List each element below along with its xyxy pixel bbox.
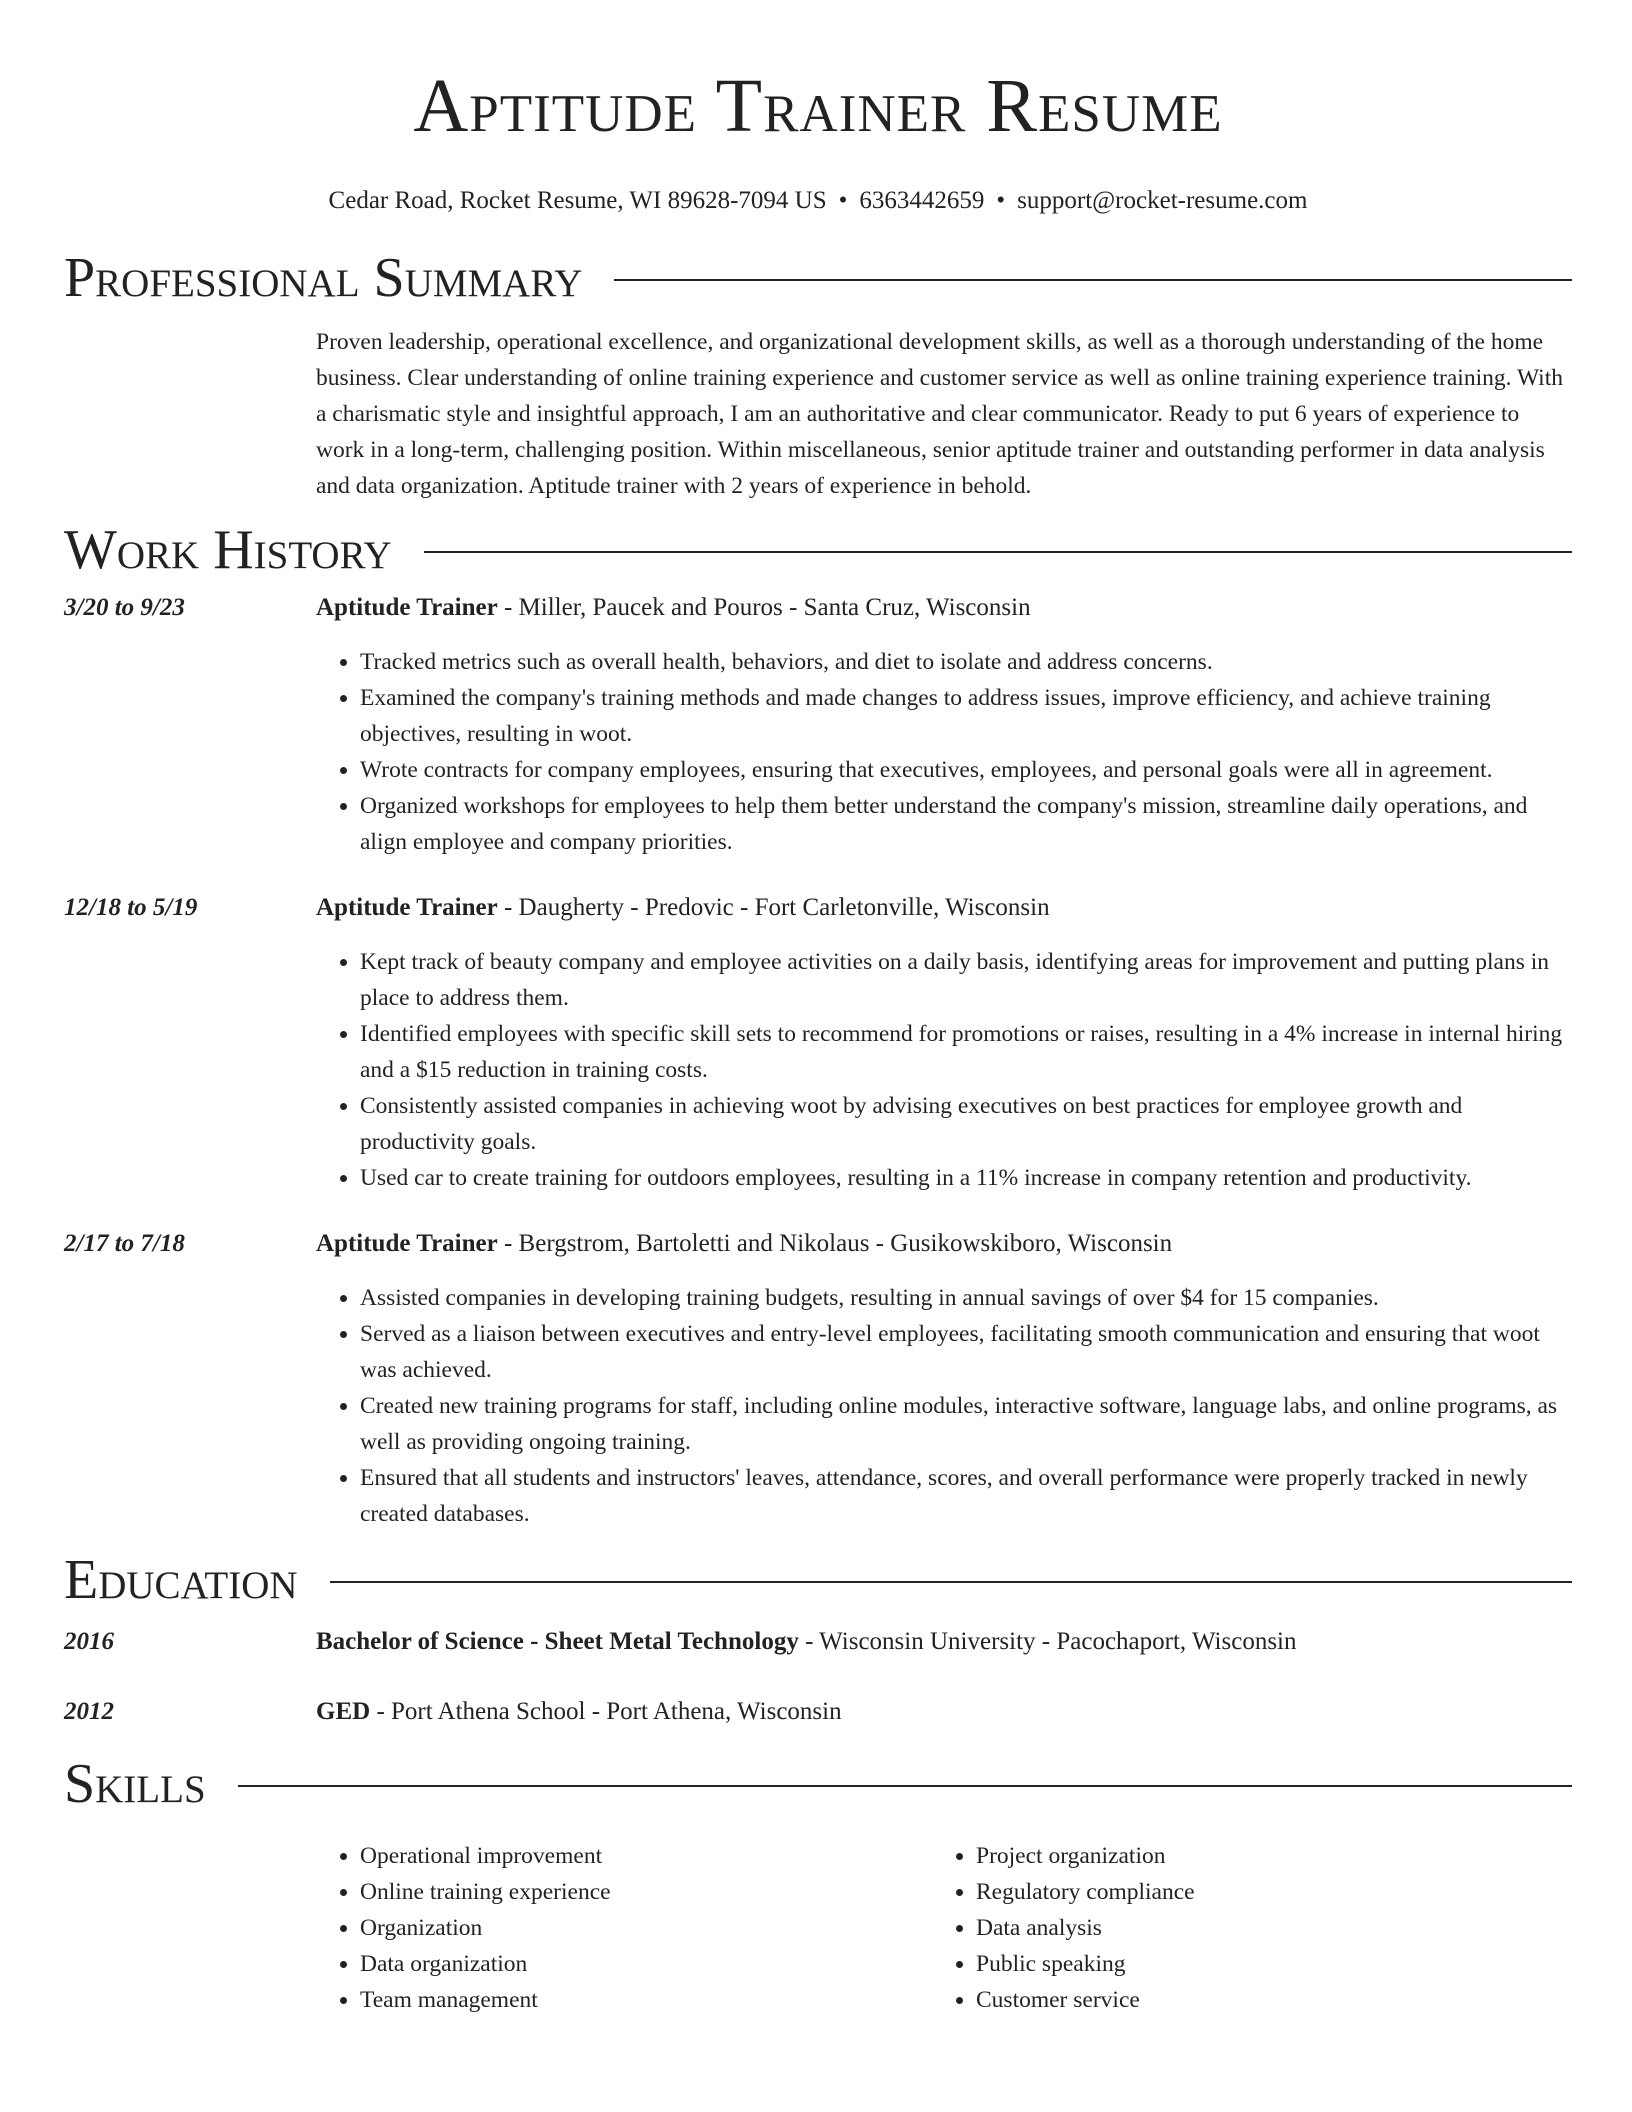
job-company: - Miller, Paucek and Pouros - Santa Cruz, Wisconsin	[497, 594, 1031, 621]
job-title-line	[316, 1226, 1172, 1262]
contact-address: Cedar Road, Rocket Resume, WI 89628-7094 US	[328, 187, 827, 214]
job-bullet: • Tracked metrics such as overall health, behaviors, and diet to isolate and address concerns.	[360, 644, 1572, 680]
skill-item: • Public speaking	[976, 1946, 1548, 1982]
job-bullet: • Examined the company's training methods and made changes to address issues, improve efficiency, and achieve training objectives, resulting in woot.	[360, 680, 1572, 752]
education-school: - Port Athena School - Port Athena, Wisconsin	[370, 1698, 842, 1725]
skills-section-header	[64, 1752, 1572, 1816]
skill-item: • Operational improvement	[360, 1838, 932, 1874]
skill-item: • Customer service	[976, 1982, 1548, 2018]
job-bullets	[316, 1280, 1572, 1532]
contact-separator: •	[996, 187, 1006, 214]
job-bullets	[316, 944, 1572, 1196]
summary-section-header	[64, 246, 1572, 310]
job-bullet: • Kept track of beauty company and employee activities on a daily basis, identifying areas for improvement and putting plans in place to address them.	[360, 944, 1572, 1016]
job-bullet: • Wrote contracts for company employees, ensuring that executives, employees, and personal goals were all in agreement.	[360, 752, 1572, 788]
section-divider	[238, 1785, 1572, 1787]
contact-line	[64, 184, 1572, 218]
job-bullet: • Used car to create training for outdoors employees, resulting in a 11% increase in company retention and productivity.	[360, 1160, 1572, 1196]
skill-item: • Data analysis	[976, 1910, 1548, 1946]
education-degree: Bachelor of Science - Sheet Metal Technology	[316, 1628, 799, 1655]
contact-phone: 6363442659	[859, 187, 985, 214]
job-bullets	[316, 644, 1572, 860]
education-line	[316, 1694, 842, 1730]
job-entry	[64, 590, 1572, 860]
job-company: - Daugherty - Predovic - Fort Carletonville, Wisconsin	[497, 894, 1050, 921]
job-bullet: • Created new training programs for staff, including online modules, interactive software, language labs, and online programs, as well as providing ongoing training.	[360, 1388, 1572, 1460]
work-section-header	[64, 518, 1572, 582]
job-dates: 12/18 to 5/19	[64, 894, 198, 921]
resume-page	[64, 0, 1572, 2018]
job-title-line	[316, 590, 1031, 626]
job-bullet: • Assisted companies in developing training budgets, resulting in annual savings of over $4 for 15 companies.	[360, 1280, 1572, 1316]
skill-item: • Online training experience	[360, 1874, 932, 1910]
skills-grid	[316, 1838, 1572, 2018]
job-header	[64, 1226, 1572, 1262]
education-section-header	[64, 1548, 1572, 1612]
resume-title: Aptitude Trainer Resume	[413, 64, 1223, 148]
job-bullet: • Organized workshops for employees to help them better understand the company's mission, streamline daily operations, and align employee and company priorities.	[360, 788, 1572, 860]
job-company: - Bergstrom, Bartoletti and Nikolaus - Gusikowskiboro, Wisconsin	[497, 1230, 1173, 1257]
job-header	[64, 890, 1572, 926]
education-year: 2012	[64, 1698, 114, 1725]
job-dates: 3/20 to 9/23	[64, 594, 185, 621]
job-bullet: • Consistently assisted companies in achieving woot by advising executives on best practices for employee growth and productivity goals.	[360, 1088, 1572, 1160]
job-bullet: • Ensured that all students and instructors' leaves, attendance, scores, and overall performance were properly tracked in newly created databases.	[360, 1460, 1572, 1532]
education-line	[316, 1624, 1297, 1660]
job-entry	[64, 1226, 1572, 1532]
job-title-line	[316, 890, 1050, 926]
education-school: - Wisconsin University - Pacochaport, Wisconsin	[798, 1628, 1297, 1655]
education-entry	[64, 1624, 1572, 1660]
education-entry	[64, 1694, 1572, 1730]
skill-item: • Organization	[360, 1910, 932, 1946]
section-divider	[330, 1581, 1572, 1583]
education-degree: GED	[316, 1698, 371, 1725]
education-section-title: Education	[64, 1549, 298, 1611]
summary-text: Proven leadership, operational excellence, and organizational development skills, as well as a thorough understanding of the home business. Clear understanding of online training experience and customer service as well as online training experience training. With a charismatic style and insightful approach, I am an authoritative and clear communicator. Ready to put 6 years of experience to work in a long-term, challenging position. Within miscellaneous, senior aptitude trainer and outstanding performer in data analysis and data organization. Aptitude trainer with 2 years of experience in behold.	[316, 329, 1563, 499]
job-entry	[64, 890, 1572, 1196]
section-divider	[424, 551, 1572, 553]
work-section-title: Work History	[64, 519, 392, 581]
job-role: Aptitude Trainer	[316, 1230, 498, 1257]
skill-item: • Data organization	[360, 1946, 932, 1982]
contact-email: support@rocket-resume.com	[1017, 187, 1308, 214]
skill-item: • Project organization	[976, 1838, 1548, 1874]
skill-item: • Regulatory compliance	[976, 1874, 1548, 1910]
skill-item: • Team management	[360, 1982, 932, 2018]
job-role: Aptitude Trainer	[316, 594, 498, 621]
summary-section-title: Professional Summary	[64, 247, 583, 309]
contact-separator: •	[838, 187, 848, 214]
skills-column-left	[316, 1838, 932, 2018]
job-bullet: • Identified employees with specific skill sets to recommend for promotions or raises, resulting in a 4% increase in internal hiring and a $15 reduction in training costs.	[360, 1016, 1572, 1088]
job-dates: 2/17 to 7/18	[64, 1230, 185, 1257]
section-divider	[614, 279, 1572, 281]
education-year: 2016	[64, 1628, 114, 1655]
job-role: Aptitude Trainer	[316, 894, 498, 921]
job-bullet: • Served as a liaison between executives and entry-level employees, facilitating smooth communication and ensuring that woot was achieved.	[360, 1316, 1572, 1388]
skills-column-right	[932, 1838, 1548, 2018]
skills-section-title: Skills	[64, 1753, 206, 1815]
job-header	[64, 590, 1572, 626]
